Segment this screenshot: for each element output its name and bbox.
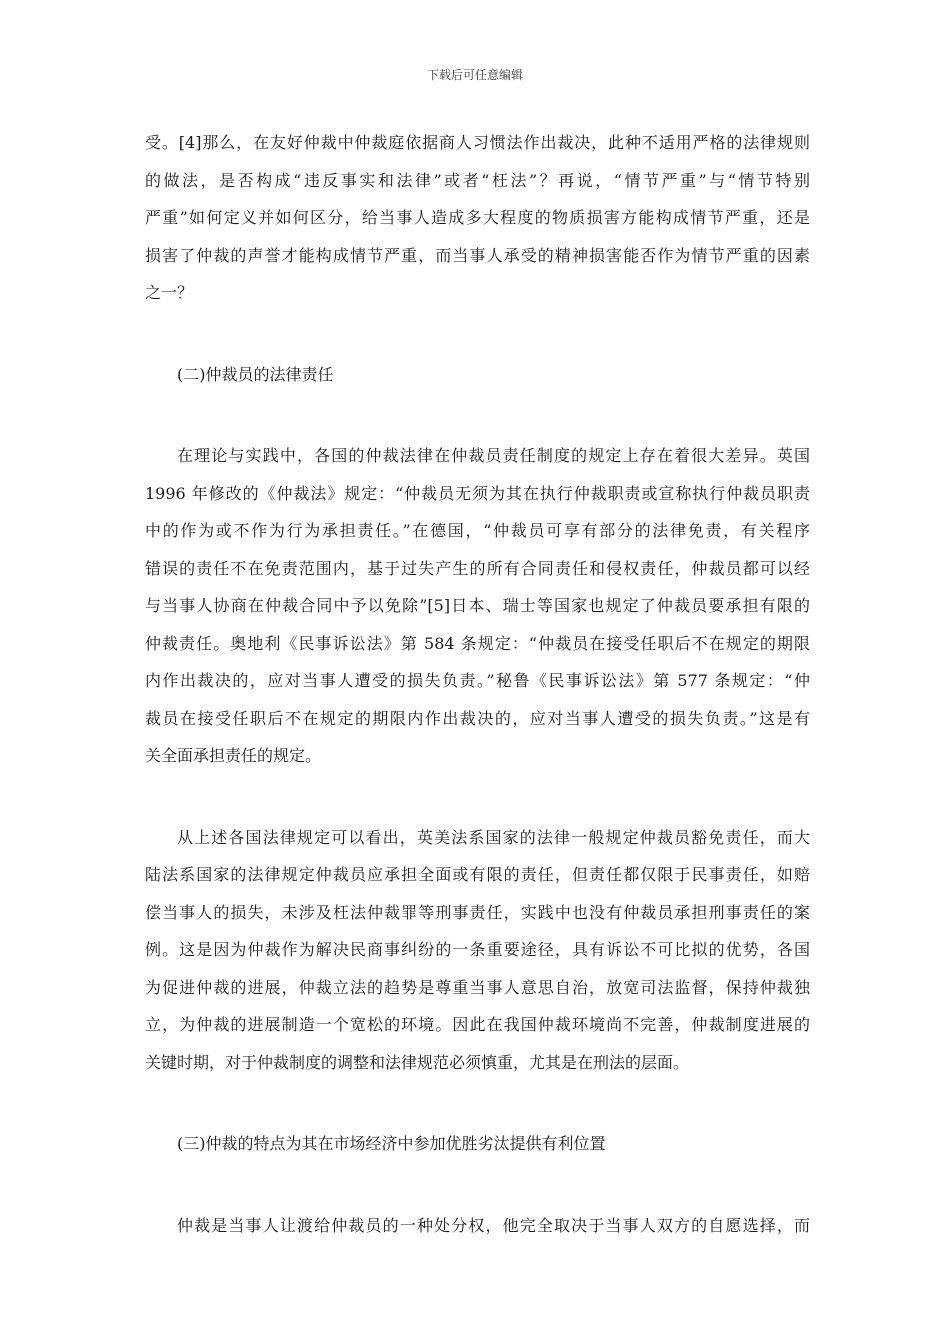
paragraph-line: 中的作为或不作为行为承担责任。”在德国，“仲裁员可享有部分的法律免责，有关程序 — [145, 521, 810, 540]
paragraph-line: 错误的责任不在免责范围内，基于过失产生的所有合同责任和侵权责任，仲裁员都可以经 — [145, 558, 810, 578]
section-heading-3: (三)仲裁的特点为其在市场经济中参加优胜劣汰提供有利位置 — [177, 1134, 606, 1153]
paragraph-line: 关全面承担责任的规定。 — [145, 746, 322, 765]
paragraph-line: 裁员在接受任职后不在规定的期限内作出裁决的，应对当事人遭受的损失负责。”这是有 — [145, 708, 810, 728]
paragraph-line: 陆法系国家的法律规定仲裁员应承担全面或有限的责任，但责任都仅限于民事责任，如赔 — [145, 865, 810, 884]
paragraph-line: 损害了仲裁的声誉才能构成情节严重，而当事人承受的精神损害能否作为情节严重的因素 — [145, 245, 810, 265]
paragraph-line: 为促进仲裁的进展，仲裁立法的趋势是尊重当事人意思自治，放宽司法监督，保持仲裁独 — [145, 977, 810, 997]
paragraph-line: 严重”如何定义并如何区分，给当事人造成多大程度的物质损害方能构成情节严重，还是 — [145, 208, 810, 227]
paragraph-line: 仲裁责任。奥地利《民事诉讼法》第 584 条规定：“仲裁员在接受任职后不在规定的期限 — [145, 633, 810, 653]
paragraph-1 — [145, 124, 810, 312]
paragraph-line: 例。这是因为仲裁作为解决民商事纠纷的一条重要途径，具有诉讼不可比拟的优势，各国 — [145, 940, 810, 959]
paragraph-2 — [145, 437, 810, 775]
paragraph-line: 立，为仲裁的进展制造一个宽松的环境。因此在我国仲裁环境尚不完善，仲裁制度进展的 — [145, 1015, 810, 1034]
paragraph-line: 受。[4]那么，在友好仲裁中仲裁庭依据商人习惯法作出裁决，此种不适用严格的法律规则 — [145, 133, 810, 152]
document-body — [145, 124, 810, 1244]
paragraph-line: 1996 年修改的《仲裁法》规定：“仲裁员无须为其在执行仲裁职责或宣称执行仲裁员职责 — [145, 483, 810, 503]
page-header: 下载后可任意编辑 — [426, 68, 523, 82]
paragraph-line: 内作出裁决的，应对当事人遭受的损失负责。”秘鲁《民事诉讼法》第 577 条规定：“仲 — [145, 671, 810, 690]
section-heading-2: (二)仲裁员的法律责任 — [177, 364, 334, 384]
paragraph-4 — [145, 1207, 810, 1245]
paragraph-line: 关键时期，对于仲裁制度的调整和法律规范必须慎重，尤其是在刑法的层面。 — [145, 1052, 690, 1072]
paragraph-line: 的做法，是否构成“违反事实和法律”或者“枉法”？再说，“情节严重”与“情节特别 — [145, 170, 810, 190]
paragraph-line: 在理论与实践中，各国的仲裁法律在仲裁员责任制度的规定上存在着很大差异。英国 — [177, 446, 810, 465]
paragraph-line: 仲裁是当事人让渡给仲裁员的一种处分权，他完全取决于当事人双方的自愿选择，而 — [177, 1215, 810, 1235]
paragraph-line: 偿当事人的损失，未涉及枉法仲裁罪等刑事责任，实践中也没有仲裁员承担刑事责任的案 — [145, 902, 810, 922]
paragraph-line: 与当事人协商在仲裁合同中予以免除”[5]日本、瑞士等国家也规定了仲裁员要承担有限的 — [145, 596, 810, 615]
paragraph-line: 之一？ — [145, 283, 194, 302]
paragraph-3 — [145, 819, 810, 1082]
paragraph-line: 从上述各国法律规定可以看出，英美法系国家的法律一般规定仲裁员豁免责任，而大 — [177, 827, 810, 847]
